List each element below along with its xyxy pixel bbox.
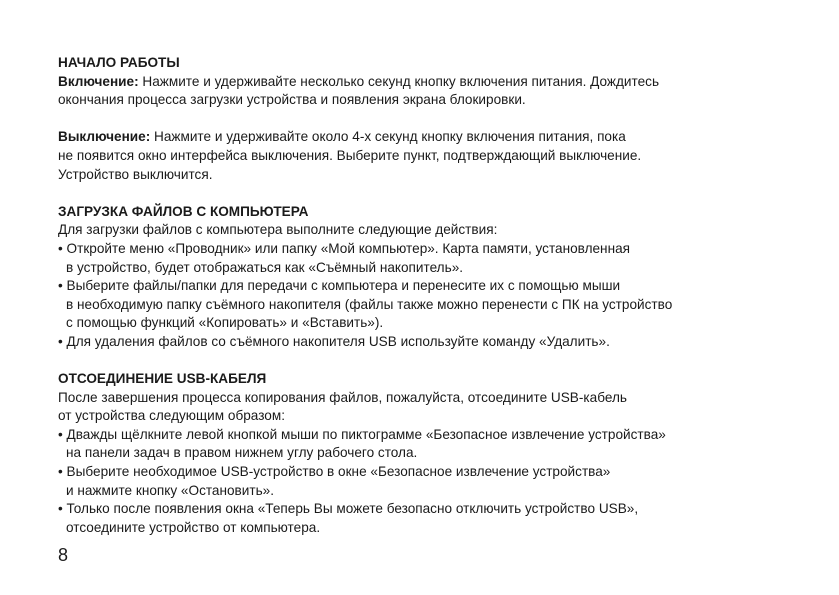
disconnect-intro-line-1: После завершения процесса копирования файлов, пожалуйста, отсоедините USB-кабель (58, 389, 627, 405)
power-off-text: Нажмите и удерживайте около 4-х секунд кнопку включения питания, пока (150, 129, 626, 145)
power-on-line-1 (58, 73, 818, 92)
spacer (58, 110, 818, 129)
disconnect-bullet-2-line-2: и нажмите кнопку «Остановить». (66, 482, 275, 498)
page-number: 8 (58, 545, 69, 565)
disconnect-bullet-3-line-1: • Только после появления окна «Теперь Вы можете безопасно отключить устройство USB», (58, 501, 639, 517)
section-heading-start: НАЧАЛО РАБОТЫ (58, 55, 180, 70)
upload-bullet-2-line-3: с помощью функций «Копировать» и «Вставить»). (66, 315, 384, 331)
disconnect-intro-line-2: от устройства следующим образом: (58, 408, 285, 424)
section-heading-disconnect: ОТСОЕДИНЕНИЕ USB-КАБЕЛЯ (58, 371, 267, 387)
power-on-lead: Включение: (58, 73, 139, 89)
power-on-line-2: окончания процесса загрузки устройства и появления экрана блокировки. (58, 92, 526, 108)
spacer (58, 352, 818, 371)
disconnect-bullet-3-line-2: отсоедините устройство от компьютера. (66, 519, 321, 535)
power-off-line-3: Устройство выключится. (58, 166, 213, 182)
upload-bullet-3-line-1: • Для удаления файлов со съёмного накопителя USB используйте команду «Удалить». (58, 333, 610, 349)
power-off-line-1 (58, 128, 818, 147)
upload-bullet-1-line-2: в устройство, будет отображаться как «Съёмный накопитель». (66, 259, 464, 275)
disconnect-bullet-1-line-1: • Дважды щёлкните левой кнопкой мыши по пиктограмме «Безопасное извлечение устройства» (58, 426, 666, 442)
manual-page (58, 54, 818, 537)
spacer (58, 184, 818, 203)
disconnect-bullet-1-line-2: на панели задач в правом нижнем углу рабочего стола. (66, 445, 418, 461)
section-heading-upload: ЗАГРУЗКА ФАЙЛОВ С КОМПЬЮТЕРА (58, 203, 309, 219)
power-off-lead: Выключение: (58, 129, 151, 145)
upload-intro: Для загрузки файлов с компьютера выполните следующие действия: (58, 222, 498, 238)
power-off-line-2: не появится окно интерфейса выключения. Выберите пункт, подтверждающий выключение. (58, 147, 642, 163)
upload-bullet-1-line-1: • Откройте меню «Проводник» или папку «Мой компьютер». Карта памяти, установленная (58, 240, 630, 256)
power-on-text: Нажмите и удерживайте несколько секунд кнопку включения питания. Дождитесь (138, 73, 660, 89)
upload-bullet-2-line-2: в необходимую папку съёмного накопителя (файлы также можно перенести с ПК на устройство (66, 296, 673, 312)
disconnect-bullet-2-line-1: • Выберите необходимое USB-устройство в окне «Безопасное извлечение устройства» (58, 464, 611, 480)
upload-bullet-2-line-1: • Выберите файлы/папки для передачи с компьютера и перенесите их с помощью мыши (58, 278, 621, 294)
